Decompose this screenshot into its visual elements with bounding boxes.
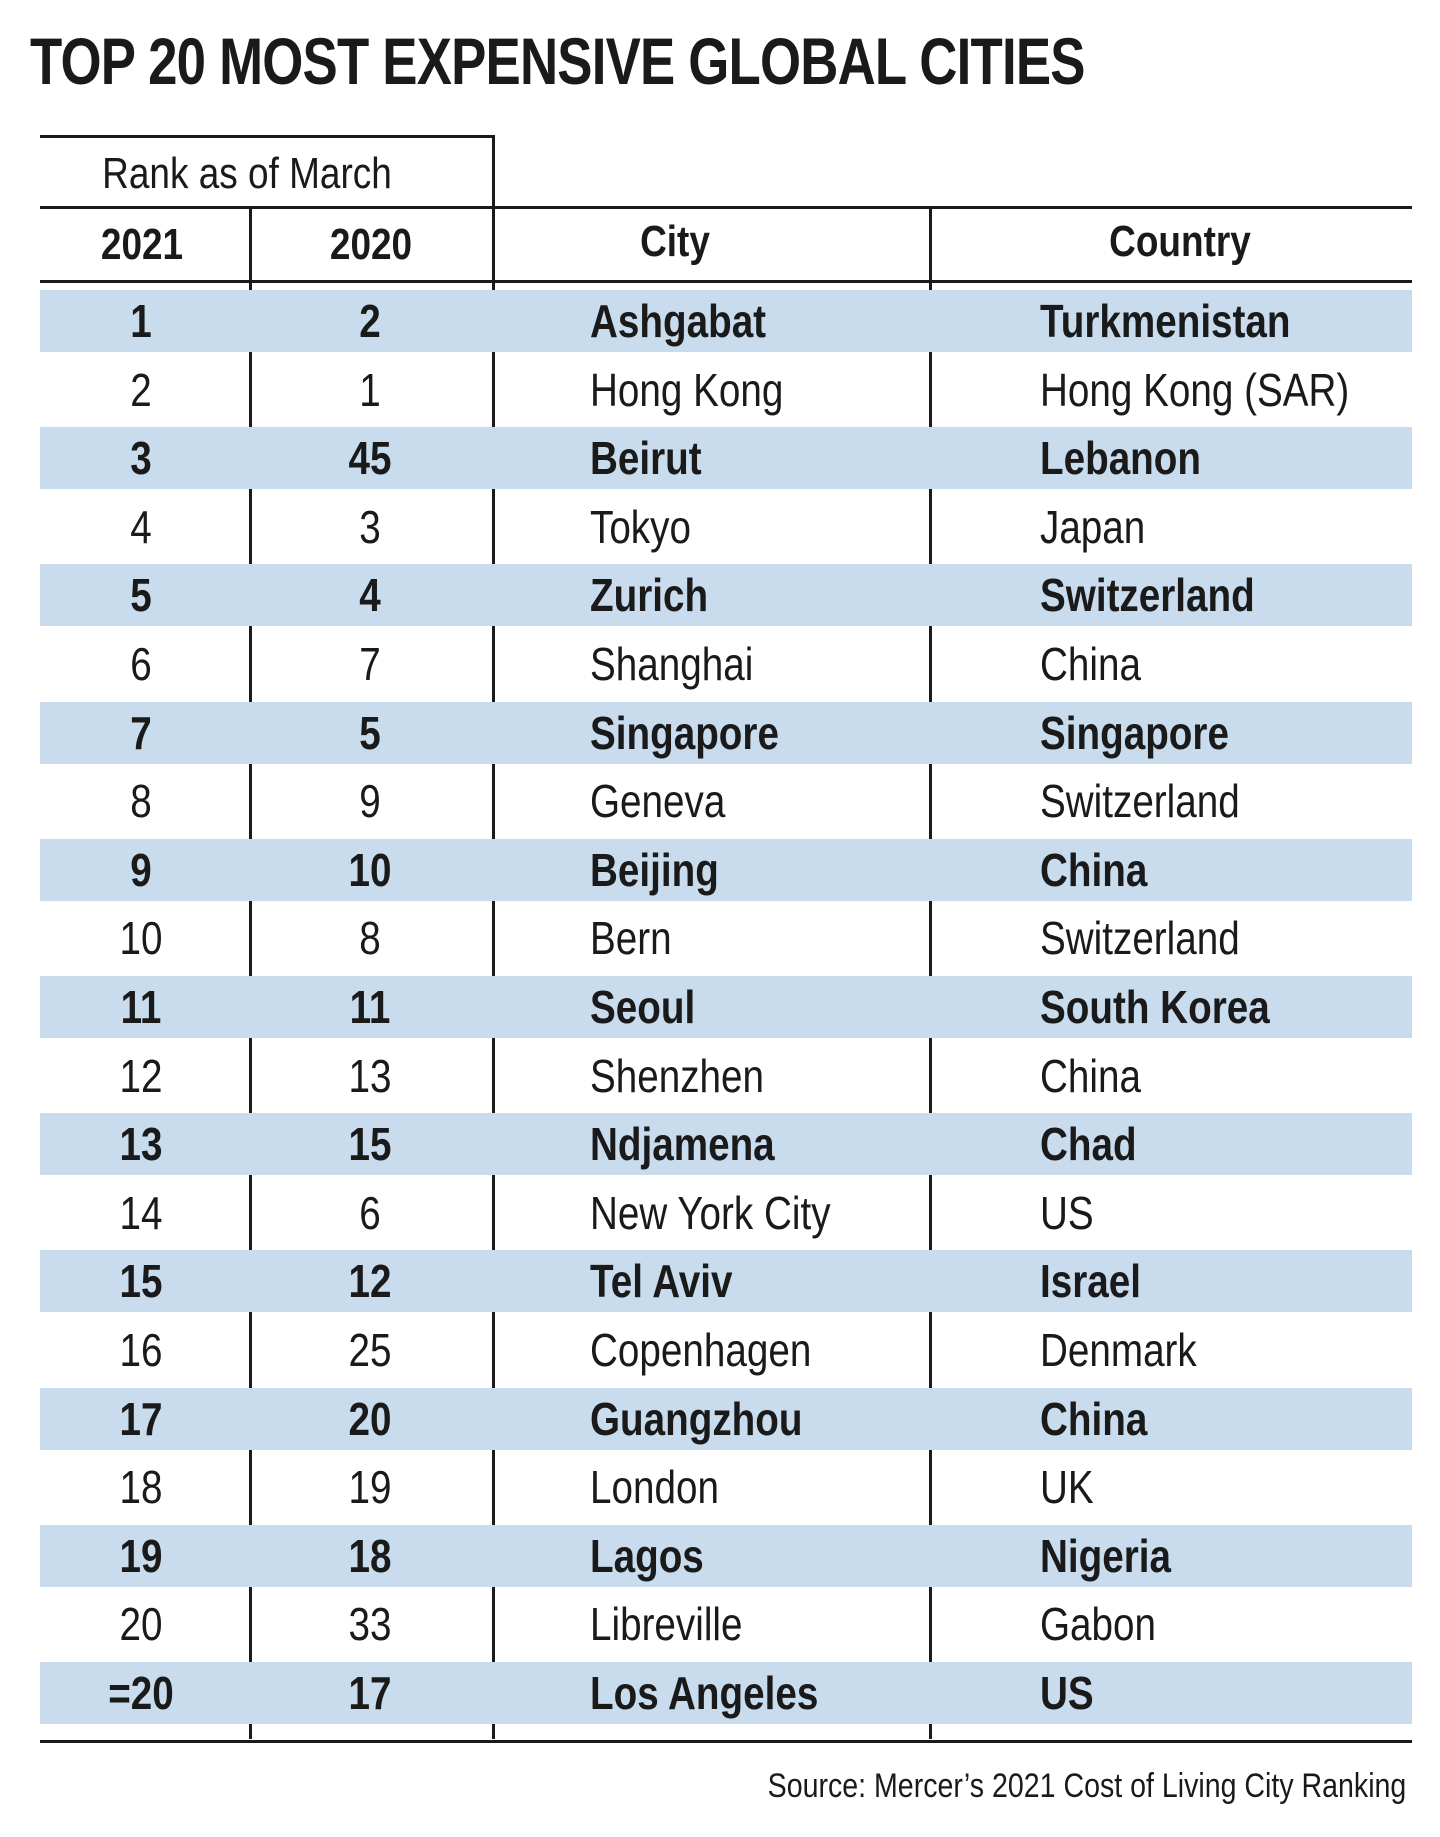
country-cell: South Korea	[1040, 981, 1270, 1033]
city-cell: Tokyo	[590, 500, 691, 553]
rank-2020-cell: 20	[348, 1392, 392, 1445]
city-cell: Lagos	[590, 1529, 704, 1582]
table-row	[40, 1182, 1412, 1244]
rank-2021-cell: 5	[130, 569, 152, 622]
city-cell: Geneva	[590, 775, 726, 828]
rank-2020-cell: 33	[348, 1598, 392, 1651]
header-mid-rule	[40, 206, 1412, 209]
city-cell: Ashgabat	[590, 295, 767, 347]
rank-2020-cell: 19	[348, 1461, 392, 1514]
table-row	[40, 1388, 1412, 1450]
rank-2021-cell: 2	[130, 363, 152, 416]
country-cell: Israel	[1040, 1255, 1141, 1308]
country-cell: Switzerland	[1040, 775, 1240, 828]
city-cell: Beirut	[590, 432, 702, 485]
city-cell: Shenzhen	[590, 1049, 765, 1102]
country-cell: US	[1040, 1667, 1094, 1719]
column-header-country: Country	[1109, 217, 1251, 266]
country-cell: Switzerland	[1040, 569, 1255, 622]
rank-2020-cell: 5	[359, 706, 381, 759]
rank-2021-cell: 1	[130, 295, 152, 347]
rank-2021-cell: 11	[120, 981, 162, 1033]
table-row	[40, 1593, 1412, 1655]
city-cell: Zurich	[590, 569, 709, 622]
rank-2021-cell: 18	[119, 1461, 163, 1514]
rank-2020-cell: 3	[359, 500, 381, 553]
rank-2021-cell: 13	[119, 1118, 163, 1171]
column-header-2021: 2021	[100, 220, 184, 269]
country-cell: Lebanon	[1040, 432, 1202, 485]
table-row	[40, 359, 1412, 421]
table-row	[40, 496, 1412, 558]
rank-2021-cell: 4	[130, 500, 152, 553]
city-cell: Bern	[590, 912, 672, 965]
country-cell: US	[1040, 1186, 1094, 1239]
rank-2020-cell: 1	[359, 363, 381, 416]
city-cell: Tel Aviv	[590, 1255, 733, 1308]
rank-2021-cell: 15	[119, 1255, 163, 1308]
rank-2020-cell: 10	[348, 843, 392, 896]
rank-2021-cell: 9	[130, 843, 152, 896]
country-cell: China	[1040, 1049, 1141, 1102]
country-cell: UK	[1040, 1461, 1094, 1514]
country-cell: Denmark	[1040, 1324, 1197, 1376]
table-row	[40, 907, 1412, 969]
city-cell: Ndjamena	[590, 1118, 775, 1171]
rank-2021-cell: 14	[119, 1186, 163, 1239]
rank-2020-cell: 7	[359, 638, 381, 690]
city-cell: New York City	[590, 1186, 831, 1239]
table-row	[40, 1525, 1412, 1587]
table-row	[40, 1456, 1412, 1518]
rank-2020-cell: 2	[359, 295, 381, 347]
rank-2020-cell: 45	[348, 432, 392, 485]
country-cell: China	[1040, 1392, 1148, 1445]
country-cell: China	[1040, 843, 1148, 896]
rank-2020-cell: 8	[359, 912, 381, 965]
group-header-label: Rank as of March	[102, 149, 392, 198]
rank-2020-cell: 9	[359, 775, 381, 828]
table-bottom-rule	[40, 1740, 1412, 1743]
city-cell: London	[590, 1461, 719, 1514]
column-header-2020: 2020	[329, 220, 413, 269]
rank-2020-cell: 18	[348, 1529, 392, 1582]
rank-2021-cell: 17	[119, 1392, 163, 1445]
rank-2020-cell: 6	[359, 1186, 381, 1239]
table-row	[40, 1662, 1412, 1724]
city-cell: Shanghai	[590, 638, 754, 690]
rank-2020-cell: 4	[359, 569, 381, 622]
table-row	[40, 1319, 1412, 1381]
rank-2020-cell: 13	[348, 1049, 392, 1102]
country-cell: Turkmenistan	[1040, 295, 1291, 347]
table-row	[40, 564, 1412, 626]
country-cell: Switzerland	[1040, 912, 1240, 965]
rank-2021-cell: 12	[119, 1049, 163, 1102]
city-cell: Guangzhou	[590, 1392, 803, 1445]
city-cell: Libreville	[590, 1598, 743, 1651]
city-cell: Beijing	[590, 843, 719, 896]
table-row	[40, 290, 1412, 352]
rank-2021-cell: 20	[119, 1598, 163, 1651]
rank-2020-cell: 25	[348, 1324, 392, 1376]
rank-2021-cell: 10	[119, 912, 163, 965]
city-cell: Hong Kong	[590, 363, 784, 416]
source-note: Source: Mercer’s 2021 Cost of Living City Ranking	[767, 1767, 1406, 1805]
header-top-rule	[40, 135, 494, 138]
rank-2020-cell: 17	[348, 1667, 392, 1719]
rank-2021-cell: 19	[119, 1529, 163, 1582]
table-row	[40, 702, 1412, 764]
rank-2021-cell: 6	[130, 638, 152, 690]
page-title: TOP 20 MOST EXPENSIVE GLOBAL CITIES	[30, 24, 1085, 98]
header-bottom-rule	[40, 280, 1412, 283]
country-cell: Chad	[1040, 1118, 1137, 1171]
table-row	[40, 770, 1412, 832]
country-cell: Japan	[1040, 500, 1146, 553]
table-row	[40, 976, 1412, 1038]
country-cell: Singapore	[1040, 706, 1229, 759]
rank-2021-cell: 3	[130, 432, 152, 485]
city-cell: Los Angeles	[590, 1667, 819, 1719]
rank-2020-cell: 11	[349, 981, 391, 1033]
rank-2021-cell: 7	[130, 706, 152, 759]
country-cell: Nigeria	[1040, 1529, 1172, 1582]
rank-2021-cell: 8	[130, 775, 152, 828]
rank-2021-cell: =20	[108, 1667, 174, 1719]
country-cell: Hong Kong (SAR)	[1040, 363, 1350, 416]
city-cell: Seoul	[590, 981, 696, 1033]
table-row	[40, 839, 1412, 901]
country-cell: Gabon	[1040, 1598, 1157, 1651]
table-row	[40, 1045, 1412, 1107]
rank-2020-cell: 12	[348, 1255, 392, 1308]
city-cell: Singapore	[590, 706, 779, 759]
table-row	[40, 427, 1412, 489]
rank-2020-cell: 15	[348, 1118, 392, 1171]
table-row	[40, 633, 1412, 695]
city-cell: Copenhagen	[590, 1324, 812, 1376]
table-row	[40, 1250, 1412, 1312]
table-row	[40, 1113, 1412, 1175]
country-cell: China	[1040, 638, 1141, 690]
rank-2021-cell: 16	[119, 1324, 163, 1376]
column-header-city: City	[640, 217, 710, 266]
header-group-right-rule	[492, 135, 495, 207]
